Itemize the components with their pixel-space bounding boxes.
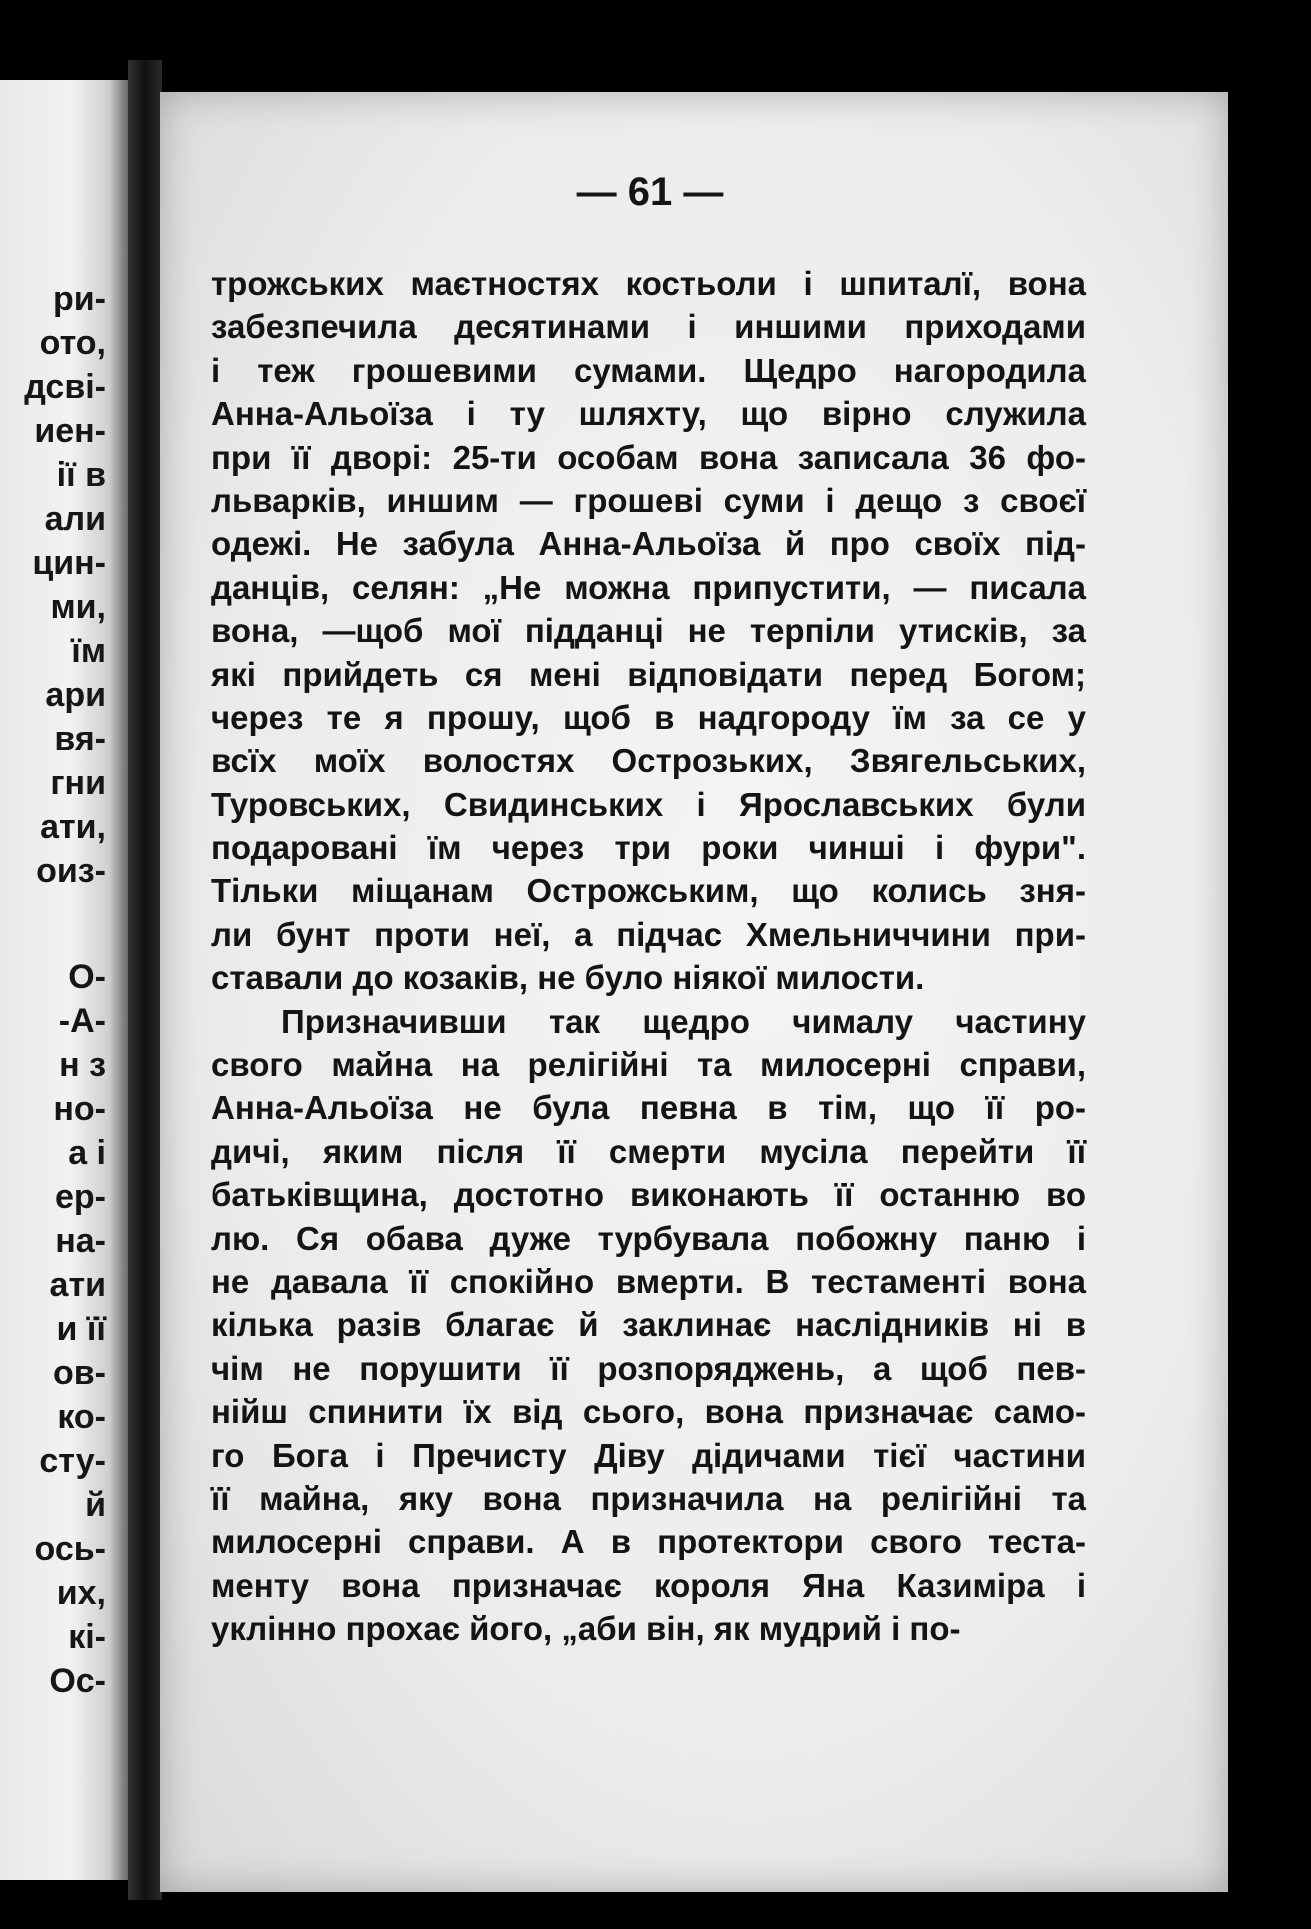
text-line: ставали до козаків, не було ніякої милости. <box>211 959 925 997</box>
text-line: менту вона призначає короля Яна Казиміра і <box>211 1566 1086 1604</box>
facing-page-line: ри- <box>53 280 106 318</box>
facing-page-line: вя- <box>54 720 106 758</box>
facing-page-line: ати <box>49 1266 106 1304</box>
text-line: данців, селян: „Не можна припустити, — писала <box>211 568 1086 606</box>
text-line: подаровані їм через три роки чинші і фури". <box>211 829 1086 867</box>
text-line: не давала її спокійно вмерти. В тестаменті вона <box>211 1262 1086 1300</box>
facing-page-line: оиз- <box>36 852 106 890</box>
facing-page-line: й <box>85 1486 106 1524</box>
facing-page-line: ов- <box>53 1354 106 1392</box>
page-number: — 61 — <box>576 170 724 214</box>
book-gutter <box>128 60 162 1900</box>
text-line: Туровських, Свидинських і Ярославських були <box>211 785 1086 823</box>
facing-page-line: О- <box>68 958 106 996</box>
text-line: льварків, иншим — грошеві суми і дещо з своєї <box>211 481 1086 519</box>
text-line: всїх моїх волостях Острозьких, Звягельських, <box>211 742 1086 780</box>
scan-border <box>1228 100 1311 1929</box>
facing-page-line: ати, <box>40 808 106 846</box>
facing-page-line: на- <box>55 1222 106 1260</box>
facing-page-line: цин- <box>32 544 106 582</box>
facing-page-line: а і <box>68 1134 106 1172</box>
text-line: кілька разів благає й заклинає наслідників ні в <box>211 1306 1086 1344</box>
text-line: Анна-Альоїза і ту шляхту, що вірно служила <box>211 395 1086 433</box>
text-line: трожських маєтностях костьоли і шпиталї, вона <box>211 265 1086 302</box>
text-line: вона, —щоб мої підданці не терпіли утисків, за <box>211 612 1086 650</box>
facing-page-line: ії в <box>56 456 106 494</box>
text-line: одежі. Не забула Анна-Альоїза й про своїх під- <box>211 525 1086 563</box>
text-line: які прийдеть ся мені відповідати перед Богом; <box>211 655 1086 693</box>
text-line: свого майна на релігійні та милосерні справи, <box>211 1046 1086 1084</box>
facing-page-line: ото, <box>39 324 106 362</box>
text-line: го Бога і Пречисту Діву дідичами тієї частини <box>211 1436 1086 1474</box>
text-line: Призначивши так щедро чималу частину <box>281 1002 1086 1040</box>
text-line: при її дворі: 25-ти особам вона записала 36 фо- <box>211 438 1086 476</box>
text-line: її майна, яку вона призначила на релігійні та <box>211 1479 1086 1517</box>
facing-page-line: Ос- <box>49 1662 106 1700</box>
text-line: через те я прошу, щоб в надгороду їм за се у <box>211 698 1086 736</box>
facing-page-line: их, <box>56 1574 106 1612</box>
text-line: милосерні справи. А в протектори свого теста- <box>211 1523 1086 1561</box>
facing-page-line: їм <box>71 632 106 670</box>
facing-page-line: ари <box>45 676 106 714</box>
facing-page-line: ми, <box>50 588 106 626</box>
text-line: ли бунт проти неї, а підчас Хмельниччини при- <box>211 915 1086 953</box>
text-line: і теж грошевими сумами. Щедро нагородила <box>211 351 1086 389</box>
text-line: уклінно прохає його, „аби він, як мудрий і по- <box>211 1610 961 1648</box>
text-line: забезпечила десятинами і иншими приходами <box>211 308 1086 346</box>
facing-page-line: -А- <box>58 1002 106 1040</box>
text-line: дичі, яким після її смерти мусіла перейти її <box>211 1132 1086 1170</box>
text-line: нійш спинити їх від сього, вона призначає само- <box>211 1393 1086 1431</box>
text-line: лю. Ся обава дуже турбувала побожну паню і <box>211 1219 1086 1257</box>
facing-page-line: иен- <box>34 412 106 450</box>
text-line: чім не порушити її розпоряджень, а щоб пев- <box>211 1349 1086 1387</box>
text-line: батьківщина, достотно виконають її останню во <box>211 1176 1086 1214</box>
facing-page-line: ер- <box>55 1178 106 1216</box>
facing-page-line: и її <box>56 1310 106 1348</box>
facing-page-line: н з <box>59 1046 106 1084</box>
page-body-text <box>211 262 1086 1651</box>
paragraph <box>211 1000 1086 1651</box>
text-line: Анна-Альоїза не була певна в тім, що її ро- <box>211 1089 1086 1127</box>
facing-page-line: кі- <box>68 1618 106 1656</box>
facing-page-line: но- <box>53 1090 106 1128</box>
facing-page-line: гни <box>50 764 106 802</box>
facing-page-line: ко- <box>57 1398 106 1436</box>
facing-page-line: ось- <box>34 1530 106 1568</box>
facing-page-line: сту- <box>39 1442 106 1480</box>
facing-page-line: али <box>44 500 106 538</box>
text-line: Тільки міщанам Острожським, що колись зня- <box>211 872 1086 910</box>
facing-page-line: дсві- <box>24 368 106 406</box>
facing-page-fragment <box>0 80 128 1880</box>
paragraph <box>211 262 1086 1000</box>
